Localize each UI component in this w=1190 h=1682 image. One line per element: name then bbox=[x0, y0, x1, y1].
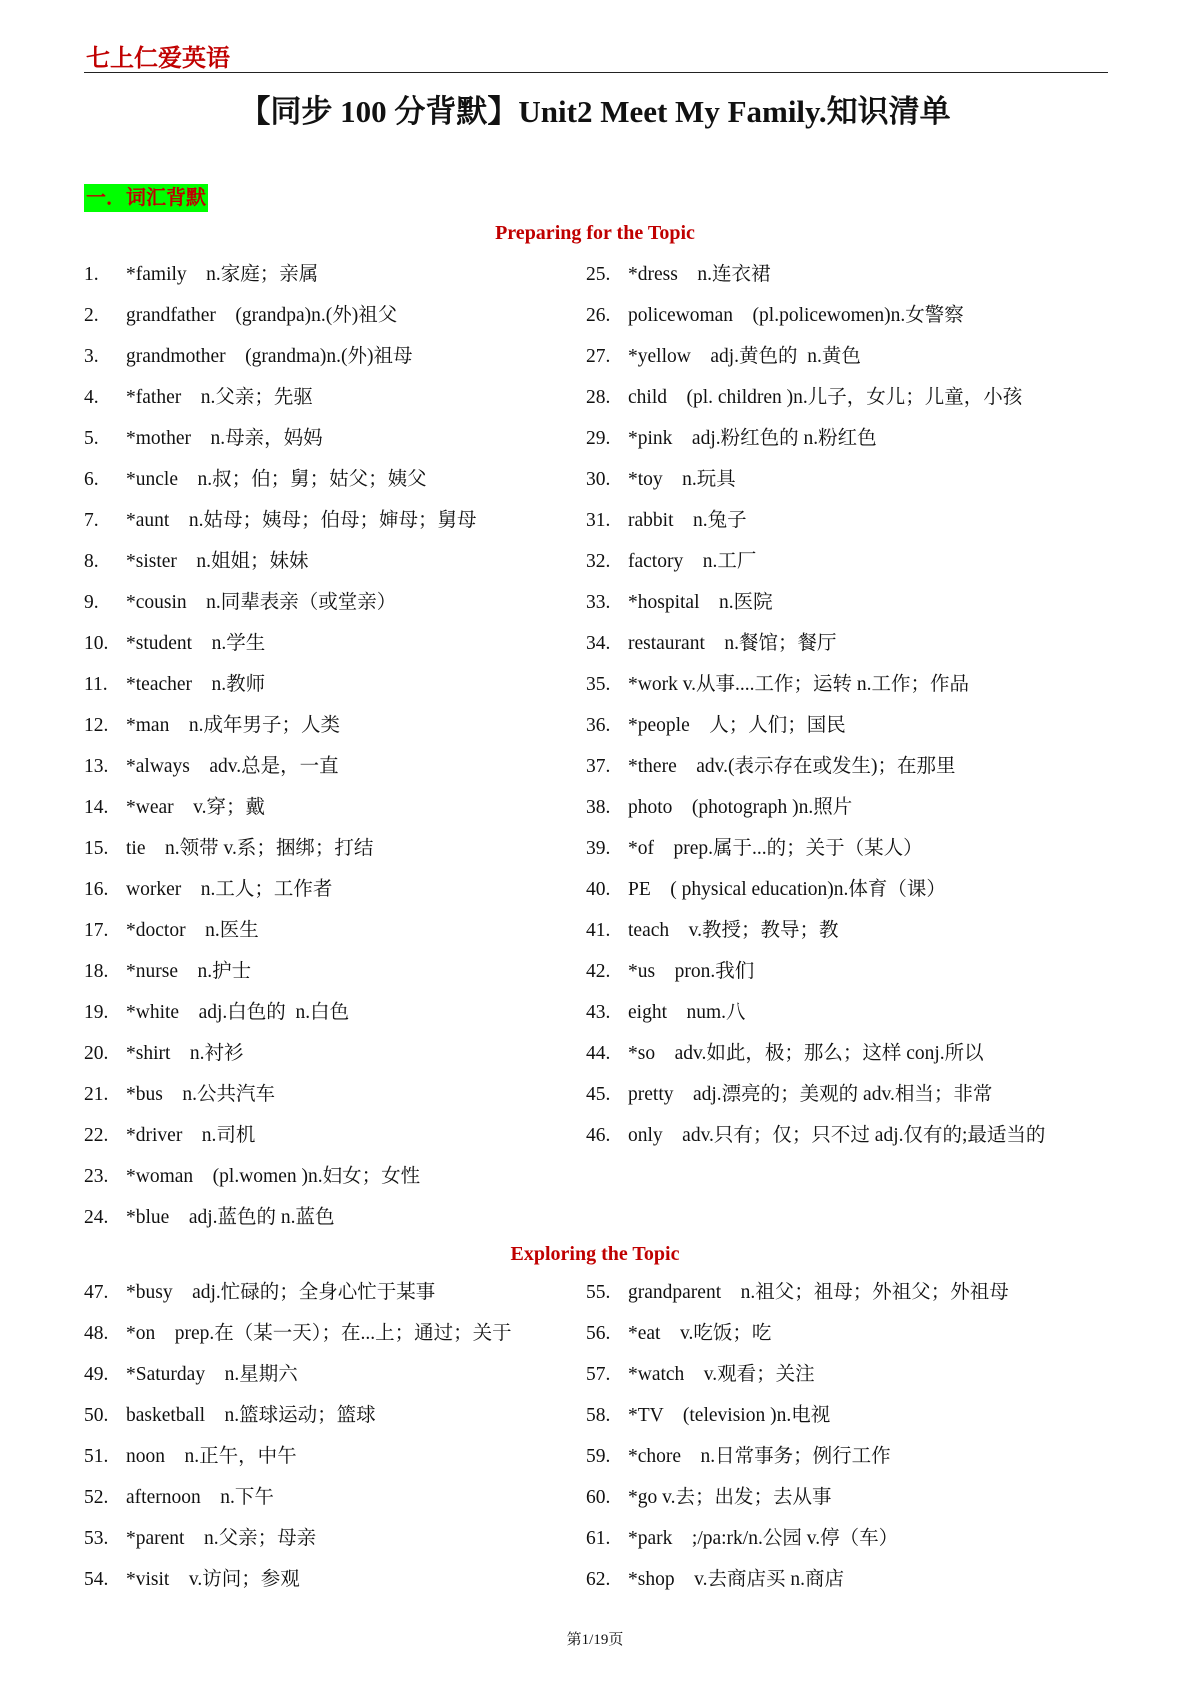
vocab-number: 22. bbox=[84, 1125, 109, 1146]
vocab-item bbox=[586, 541, 1056, 582]
vocab-number: 27. bbox=[586, 346, 611, 367]
subheading-preparing: Preparing for the Topic bbox=[495, 222, 695, 244]
vocab-item bbox=[84, 459, 554, 500]
vocab-entry: *hospital n.医院 bbox=[628, 592, 773, 613]
vocab-number: 9. bbox=[84, 592, 99, 613]
vocab-number: 6. bbox=[84, 469, 99, 490]
vocab-number: 54. bbox=[84, 1569, 109, 1590]
vocab-item bbox=[586, 459, 1056, 500]
vocab-item bbox=[84, 418, 554, 459]
vocab-entry: eight num.八 bbox=[628, 1002, 746, 1023]
vocab-item bbox=[586, 664, 1056, 705]
vocab-number: 38. bbox=[586, 797, 611, 818]
vocab-number: 24. bbox=[84, 1207, 109, 1228]
vocab-number: 14. bbox=[84, 797, 109, 818]
vocab-number: 26. bbox=[586, 305, 611, 326]
vocab-entry: *work v.从事....工作；运转 n.工作；作品 bbox=[628, 674, 970, 695]
vocab-entry: grandfather (grandpa)n.(外)祖父 bbox=[126, 305, 398, 326]
vocab-item bbox=[84, 1033, 554, 1074]
vocab-number: 49. bbox=[84, 1364, 109, 1385]
vocab-item bbox=[586, 1313, 1056, 1354]
header-divider bbox=[84, 72, 1108, 73]
vocab-number: 30. bbox=[586, 469, 611, 490]
vocab-item bbox=[586, 787, 1056, 828]
vocab-item bbox=[586, 1395, 1056, 1436]
vocab-item bbox=[84, 1074, 554, 1115]
vocab-item bbox=[84, 254, 554, 295]
vocab-number: 2. bbox=[84, 305, 99, 326]
vocab-entry: *Saturday n.星期六 bbox=[126, 1364, 298, 1385]
vocab-number: 10. bbox=[84, 633, 109, 654]
vocab-entry: *blue adj.蓝色的 n.蓝色 bbox=[126, 1207, 335, 1228]
vocab-list-part2-right bbox=[586, 1272, 1056, 1600]
vocab-entry: *driver n.司机 bbox=[126, 1125, 256, 1146]
vocab-item bbox=[586, 992, 1056, 1033]
header-title: 七上仁爱英语 bbox=[86, 46, 230, 72]
vocab-entry: *TV (television )n.电视 bbox=[628, 1405, 831, 1426]
vocab-entry: teach v.教授；教导；教 bbox=[628, 920, 839, 941]
vocab-number: 47. bbox=[84, 1282, 109, 1303]
vocab-item bbox=[84, 1559, 554, 1600]
vocab-item bbox=[84, 992, 554, 1033]
vocab-number: 11. bbox=[84, 674, 108, 695]
vocab-item bbox=[84, 623, 554, 664]
vocab-item bbox=[84, 377, 554, 418]
vocab-entry: tie n.领带 v.系；捆绑；打结 bbox=[126, 838, 374, 859]
vocab-number: 51. bbox=[84, 1446, 109, 1467]
vocab-item bbox=[586, 828, 1056, 869]
vocab-item bbox=[586, 910, 1056, 951]
vocab-entry: *shop v.去商店买 n.商店 bbox=[628, 1569, 844, 1590]
vocab-number: 37. bbox=[586, 756, 611, 777]
vocab-item bbox=[586, 1354, 1056, 1395]
vocab-item bbox=[84, 336, 554, 377]
vocab-item bbox=[586, 295, 1056, 336]
vocab-number: 56. bbox=[586, 1323, 611, 1344]
vocab-entry: photo (photograph )n.照片 bbox=[628, 797, 853, 818]
vocab-number: 58. bbox=[586, 1405, 611, 1426]
vocab-number: 12. bbox=[84, 715, 109, 736]
vocab-number: 34. bbox=[586, 633, 611, 654]
vocab-item bbox=[84, 869, 554, 910]
vocab-number: 61. bbox=[586, 1528, 611, 1549]
vocab-number: 44. bbox=[586, 1043, 611, 1064]
vocab-number: 16. bbox=[84, 879, 109, 900]
vocab-entry: *mother n.母亲，妈妈 bbox=[126, 428, 323, 449]
vocab-entry: *woman (pl.women )n.妇女；女性 bbox=[126, 1166, 421, 1187]
vocab-number: 7. bbox=[84, 510, 99, 531]
vocab-item bbox=[84, 1477, 554, 1518]
vocab-item bbox=[84, 1272, 554, 1313]
vocab-item bbox=[586, 418, 1056, 459]
vocab-number: 42. bbox=[586, 961, 611, 982]
vocab-number: 29. bbox=[586, 428, 611, 449]
vocab-item bbox=[84, 1395, 554, 1436]
vocab-item bbox=[84, 295, 554, 336]
vocab-entry: *watch v.观看；关注 bbox=[628, 1364, 815, 1385]
vocab-entry: *chore n.日常事务；例行工作 bbox=[628, 1446, 891, 1467]
vocab-number: 48. bbox=[84, 1323, 109, 1344]
vocab-entry: *pink adj.粉红色的 n.粉红色 bbox=[628, 428, 877, 449]
vocab-item bbox=[586, 1477, 1056, 1518]
vocab-list-part2-left bbox=[84, 1272, 554, 1600]
vocab-item bbox=[586, 1115, 1056, 1197]
vocab-number: 1. bbox=[84, 264, 99, 285]
vocab-number: 62. bbox=[586, 1569, 611, 1590]
vocab-number: 33. bbox=[586, 592, 611, 613]
vocab-number: 53. bbox=[84, 1528, 109, 1549]
vocab-entry: *on prep.在（某一天）；在...上；通过；关于 bbox=[126, 1323, 512, 1344]
vocab-entry: *park ;/pa:rk/n.公园 v.停（车） bbox=[628, 1528, 899, 1549]
vocab-entry: *go v.去；出发；去从事 bbox=[628, 1487, 832, 1508]
vocab-entry: *eat v.吃饭；吃 bbox=[628, 1323, 772, 1344]
vocab-item bbox=[586, 623, 1056, 664]
vocab-number: 39. bbox=[586, 838, 611, 859]
vocab-entry: *doctor n.医生 bbox=[126, 920, 259, 941]
vocab-entry: only adv.只有；仅；只不过 adj.仅有的;最适当的 bbox=[628, 1125, 1046, 1146]
vocab-item bbox=[84, 500, 554, 541]
vocab-entry: *teacher n.教师 bbox=[126, 674, 266, 695]
vocab-entry: *dress n.连衣裙 bbox=[628, 264, 771, 285]
subheading-exploring: Exploring the Topic bbox=[510, 1243, 680, 1265]
vocab-entry: *toy n.玩具 bbox=[628, 469, 736, 490]
vocab-entry: *bus n.公共汽车 bbox=[126, 1084, 275, 1105]
vocab-number: 40. bbox=[586, 879, 611, 900]
vocab-number: 43. bbox=[586, 1002, 611, 1023]
vocab-number: 60. bbox=[586, 1487, 611, 1508]
vocab-entry: grandmother (grandma)n.(外)祖母 bbox=[126, 346, 413, 367]
vocab-entry: *nurse n.护士 bbox=[126, 961, 252, 982]
vocab-number: 46. bbox=[586, 1125, 611, 1146]
vocab-item bbox=[586, 705, 1056, 746]
vocab-entry: *always adv.总是，一直 bbox=[126, 756, 339, 777]
vocab-item bbox=[84, 828, 554, 869]
vocab-number: 20. bbox=[84, 1043, 109, 1064]
vocab-number: 8. bbox=[84, 551, 99, 572]
vocab-item bbox=[84, 1197, 554, 1238]
vocab-number: 15. bbox=[84, 838, 109, 859]
vocab-number: 25. bbox=[586, 264, 611, 285]
vocab-entry: *visit v.访问；参观 bbox=[126, 1569, 300, 1590]
vocab-entry: rabbit n.兔子 bbox=[628, 510, 747, 531]
vocab-entry: factory n.工厂 bbox=[628, 551, 757, 572]
vocab-item bbox=[586, 1518, 1056, 1559]
vocab-item bbox=[586, 377, 1056, 418]
vocab-entry: *of prep.属于...的；关于（某人） bbox=[628, 838, 923, 859]
vocab-item bbox=[586, 254, 1056, 295]
vocab-item bbox=[586, 500, 1056, 541]
vocab-item bbox=[84, 582, 554, 623]
vocab-item bbox=[84, 951, 554, 992]
vocab-entry: *yellow adj.黄色的 n.黄色 bbox=[628, 346, 861, 367]
vocab-number: 19. bbox=[84, 1002, 109, 1023]
vocab-item bbox=[586, 1559, 1056, 1600]
vocab-item bbox=[586, 869, 1056, 910]
vocab-item bbox=[586, 1033, 1056, 1074]
vocab-entry: pretty adj.漂亮的；美观的 adv.相当；非常 bbox=[628, 1084, 993, 1105]
vocab-number: 35. bbox=[586, 674, 611, 695]
vocab-number: 32. bbox=[586, 551, 611, 572]
vocab-number: 55. bbox=[586, 1282, 611, 1303]
document-title: 【同步 100 分背默】Unit2 Meet My Family.知识清单 bbox=[239, 94, 951, 129]
vocab-entry: PE ( physical education)n.体育（课） bbox=[628, 879, 946, 900]
vocab-number: 36. bbox=[586, 715, 611, 736]
vocab-entry: grandparent n.祖父；祖母；外祖父；外祖母 bbox=[628, 1282, 1009, 1303]
vocab-number: 23. bbox=[84, 1166, 109, 1187]
vocab-number: 3. bbox=[84, 346, 99, 367]
vocab-item bbox=[84, 746, 554, 787]
vocab-entry: *white adj.白色的 n.白色 bbox=[126, 1002, 350, 1023]
vocab-entry: *sister n.姐姐；妹妹 bbox=[126, 551, 309, 572]
vocab-entry: *wear v.穿；戴 bbox=[126, 797, 265, 818]
vocab-item bbox=[84, 910, 554, 951]
vocab-number: 57. bbox=[586, 1364, 611, 1385]
vocab-item bbox=[586, 1272, 1056, 1313]
vocab-item bbox=[84, 541, 554, 582]
vocab-entry: *there adv.(表示存在或发生)；在那里 bbox=[628, 756, 956, 777]
vocab-entry: *us pron.我们 bbox=[628, 961, 755, 982]
page-number: 第1/19页 bbox=[566, 1632, 624, 1648]
vocab-entry: restaurant n.餐馆；餐厅 bbox=[628, 633, 837, 654]
vocab-item bbox=[84, 787, 554, 828]
vocab-entry: *man n.成年男子；人类 bbox=[126, 715, 340, 736]
vocab-item bbox=[586, 951, 1056, 992]
vocab-item bbox=[84, 664, 554, 705]
vocab-item bbox=[586, 1074, 1056, 1115]
vocab-entry: *so adv.如此，极；那么；这样 conj.所以 bbox=[628, 1043, 984, 1064]
vocab-item bbox=[84, 1354, 554, 1395]
vocab-list-part1-left bbox=[84, 254, 554, 1238]
vocab-entry: *aunt n.姑母；姨母；伯母；婶母；舅母 bbox=[126, 510, 477, 531]
vocab-number: 5. bbox=[84, 428, 99, 449]
vocab-item bbox=[586, 1436, 1056, 1477]
vocab-entry: basketball n.篮球运动；篮球 bbox=[126, 1405, 376, 1426]
vocab-item bbox=[84, 705, 554, 746]
vocab-number: 52. bbox=[84, 1487, 109, 1508]
vocab-number: 13. bbox=[84, 756, 109, 777]
vocab-number: 28. bbox=[586, 387, 611, 408]
vocab-entry: *cousin n.同辈表亲（或堂亲） bbox=[126, 592, 397, 613]
vocab-entry: *student n.学生 bbox=[126, 633, 266, 654]
vocab-number: 45. bbox=[586, 1084, 611, 1105]
vocab-entry: afternoon n.下午 bbox=[126, 1487, 274, 1508]
vocab-entry: noon n.正午，中午 bbox=[126, 1446, 297, 1467]
vocab-number: 31. bbox=[586, 510, 611, 531]
vocab-number: 21. bbox=[84, 1084, 109, 1105]
vocab-item bbox=[84, 1115, 554, 1156]
vocab-entry: *uncle n.叔；伯；舅；姑父；姨父 bbox=[126, 469, 427, 490]
vocab-entry: *father n.父亲；先驱 bbox=[126, 387, 313, 408]
vocab-entry: *busy adj.忙碌的；全身心忙于某事 bbox=[126, 1282, 436, 1303]
vocab-item bbox=[84, 1156, 554, 1197]
vocab-list-part1-right bbox=[586, 254, 1056, 1197]
vocab-number: 18. bbox=[84, 961, 109, 982]
vocab-number: 17. bbox=[84, 920, 109, 941]
vocab-number: 4. bbox=[84, 387, 99, 408]
vocab-entry: *shirt n.衬衫 bbox=[126, 1043, 244, 1064]
vocab-item bbox=[586, 582, 1056, 623]
vocab-number: 50. bbox=[84, 1405, 109, 1426]
vocab-entry: *people 人；人们；国民 bbox=[628, 715, 846, 736]
vocab-item bbox=[84, 1436, 554, 1477]
vocab-entry: worker n.工人；工作者 bbox=[126, 879, 333, 900]
vocab-number: 59. bbox=[586, 1446, 611, 1467]
vocab-entry: policewoman (pl.policewomen)n.女警察 bbox=[628, 305, 964, 326]
vocab-item bbox=[586, 746, 1056, 787]
vocab-item bbox=[84, 1518, 554, 1559]
vocab-entry: *family n.家庭；亲属 bbox=[126, 264, 319, 285]
vocab-item bbox=[84, 1313, 554, 1354]
vocab-entry: child (pl. children )n.儿子，女儿；儿童，小孩 bbox=[628, 387, 1023, 408]
section-label: 一．词汇背默 bbox=[84, 184, 208, 212]
vocab-item bbox=[586, 336, 1056, 377]
vocab-entry: *parent n.父亲；母亲 bbox=[126, 1528, 317, 1549]
vocab-number: 41. bbox=[586, 920, 611, 941]
